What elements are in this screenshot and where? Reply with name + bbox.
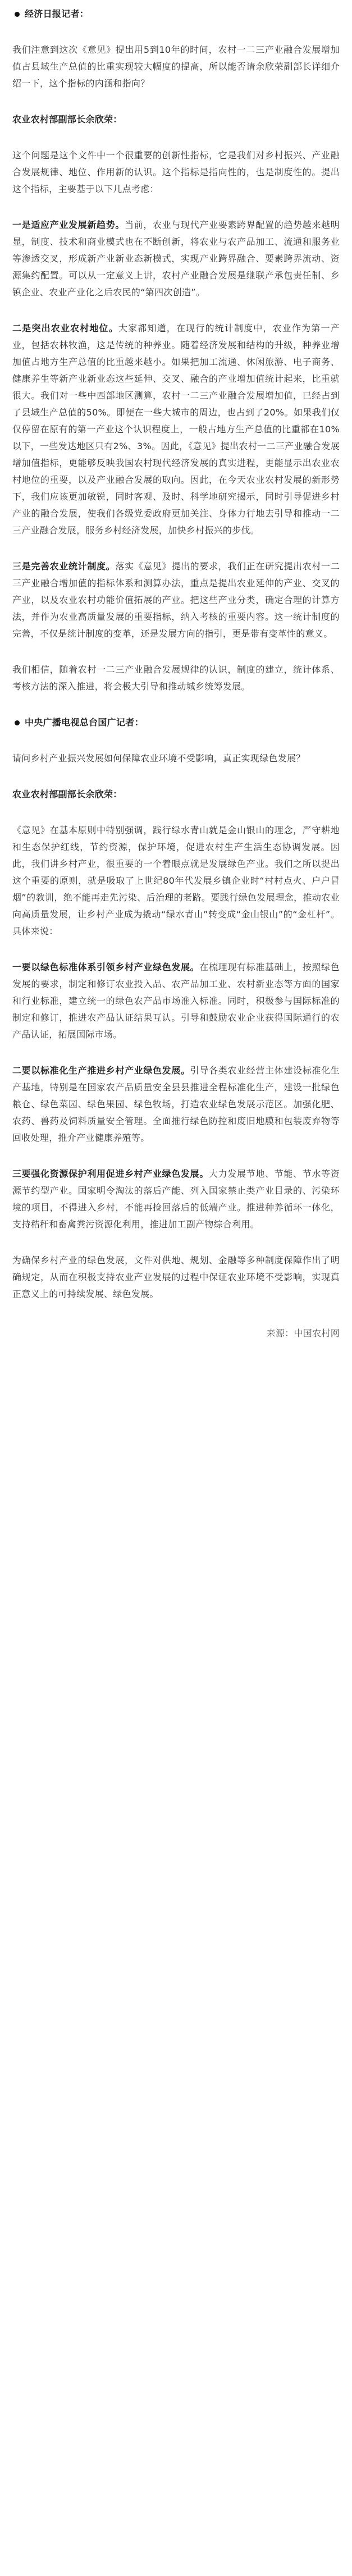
question-heading-1 <box>12 6 340 22</box>
answer-1-point-3-text: 落实《意见》提出的要求，我们正在研究提出农村一二三产业融合增加值的指标体系和测算办法，重点是提出农业延伸的产业、交叉的产业，以及农业农村功能价值拓展的产业。把这些产业分类，确定合理的计算方法，并作为农业高质量发展的重要指标，纳入考核的重要内容。这一统计制度的完善，不仅是统计制度的变革，还是发展方向的指引，更是带有变革性的意义。 <box>12 561 340 639</box>
answer-1-point-1-text: 当前，农业与现代产业要素跨界配置的趋势越来越明显，制度、技术和商业模式也在不断创新，将农业与农产品加工、流通和服务业等渗透交叉，形成新产业新业态新模式，实现产业跨界融合、要素跨界流动、资源集约配置。可以从一定意义上讲，农村产业融合发展是继联产承包责任制、乡镇企业、农业产业化之后农民的“第四次创造”。 <box>12 220 340 298</box>
answer-1-point-2-text: 大家都知道，在现行的统计制度中，农业作为第一产业，包括农林牧渔，这是传统的种养业。随着经济发展和结构的升级，种养业增加值占地方生产总值的比重越来越小。如果把加工流通、休闲旅游、电子商务、健康养生等新产业新业态这些延伸、交叉、融合的产业增加值统计起来，比重就很大。我们对一些中西部地区测算，农村一二三产业融合发展增加值，已经占到了县域生产总值的50%。即便在一些大城市的周边，也占到了20%。如果我们仅仅停留在原有的第一产业这个认识程度上，一般占地方生产总值的比重都在10%以下，一些发达地区只有2%、3%。因此，《意见》提出农村一二三产业融合发展增加值指标，更能够反映我国农村现代经济发展的真实进程，更能显示出农业农村地位的重要，以及产业融合发展的取向。因此，在今天农业农村发展的新形势下，我们应该更加敏锐，同时客观、及时、科学地研究揭示，同时引导促进乡村产业的融合发展，使我们各级党委政府更加关注、身体力行地去引导和推动一二三产业融合发展，服务乡村经济发展，加快乡村振兴的步伐。 <box>12 323 340 536</box>
answer-2-point-3-title: 三要强化资源保护利用促进乡村产业绿色发展。 <box>12 1168 209 1179</box>
answer-2-point-2-title: 二要以标准化生产推进乡村产业绿色发展。 <box>12 1065 190 1076</box>
answer-1-point-2-title: 二是突出农业农村地位。 <box>12 323 118 334</box>
question-heading-2-text: 中央广播电视总台国广记者： <box>25 717 144 728</box>
question-heading-1-text: 经济日报记者： <box>25 8 89 19</box>
answer-2-point-3 <box>12 1166 340 1233</box>
answer-2-point-2 <box>12 1062 340 1147</box>
answer-2-point-3-text: 大力发展节地、节能、节水等资源节约型产业。国家明令淘汰的落后产能、列入国家禁止类产业目录的、污染环境的项目，不得进入乡村，不能再捡回落后的低端产业。推进种养循环一体化，支持秸秆和畜禽粪污资源化利用，推进加工副产物综合利用。 <box>12 1168 340 1230</box>
answerer-2: 农业农村部副部长余欣荣： <box>12 789 122 800</box>
answer-1-point-3 <box>12 558 340 642</box>
bullet-dot-icon <box>12 714 21 731</box>
bullet-dot-icon <box>12 6 21 22</box>
question-heading-2 <box>12 714 340 731</box>
answer-1-closing: 我们相信，随着农村一二三产业融合发展规律的认识，制度的建立，统计体系、考核方法的深入推进，将会极大引导和推动城乡统筹发展。 <box>12 664 340 692</box>
answer-2-closing: 为确保乡村产业的绿色发展，文件对供地、规划、金融等多种制度保障作出了明确规定，从而在积极支持农业产业发展的过程中保证农业环境不受影响，实现真正意义上的可持续发展、绿色发展。 <box>12 1255 340 1299</box>
answer-1-point-3-title: 三是完善农业统计制度。 <box>12 561 116 572</box>
answer-2-point-2-text: 引导各类农业经营主体建设标准化生产基地，特别是在国家农产品质量安全县县推进全程标准化生产，建设一批绿色粮仓、绿色菜园、绿色果园、绿色牧场，打造农业绿色发展示范区。加强化肥、农药、兽药及饲料质量安全管理。全面推行绿色防控和废旧地膜和包装废弃物等回收处理，推介产业健康养殖等。 <box>12 1065 340 1143</box>
answer-2-point-1-text: 在梳理现有标准基础上，按照绿色发展的要求，制定和修订农业投入品、农产品加工业、农村新业态等方面的国家和行业标准，建立统一的绿色农产品市场准入标准。同时，积极参与国际标准的制定和修订，推进农产品认证结果互认。引导和鼓励农业企业获得国际通行的农产品认证，拓展国际市场。 <box>12 962 340 1040</box>
answer-1-intro: 这个问题是这个文件中一个很重要的创新性指标，它是我们对乡村振兴、产业融合发展规律、地位、作用新的认识。这个指标是指向性的，也是制度性的。提出这个指标，主要基于以下几点考虑： <box>12 150 340 194</box>
question-2: 请问乡村产业振兴发展如何保障农业环境不受影响，真正实现绿色发展？ <box>12 753 305 764</box>
answer-1-point-1-title: 一是适应产业发展新趋势。 <box>12 220 125 230</box>
answer-2-point-1 <box>12 959 340 1043</box>
source-credit: 来源：中国农村网 <box>266 1328 340 1339</box>
answer-1-point-2 <box>12 320 340 539</box>
question-1: 我们注意到这次《意见》提出用5到10年的时间，农村一二三产业融合发展增加值占县域生产总值的比重实现较大幅度的提高，所以能否请余欣荣副部长详细介绍一下，这个指标的内涵和指向？ <box>12 44 340 89</box>
answer-2-intro: 《意见》在基本原则中特别强调，践行绿水青山就是金山银山的理念，严守耕地和生态保护红线，节约资源，保护环境，促进农村生产生活生态协调发展。因此，我们讲乡村产业，很重要的一个着眼点就是发展绿色产业。我们之所以提出这个重要的原则，就是吸取了上世纪80年代发展乡镇企业时“村村点火、户户冒烟”的教训，绝不能再走先污染、后治理的老路。要践行绿色发展理念，推动农业向高质量发展，让乡村产业成为撬动“绿水青山”转变成“金山银山”的“金杠杆”。具体来说： <box>12 825 340 937</box>
answer-1-point-1 <box>12 217 340 301</box>
answerer-1: 农业农村部副部长余欣荣： <box>12 114 122 125</box>
answer-2-point-1-title: 一要以绿色标准体系引领乡村产业绿色发展。 <box>12 962 200 972</box>
